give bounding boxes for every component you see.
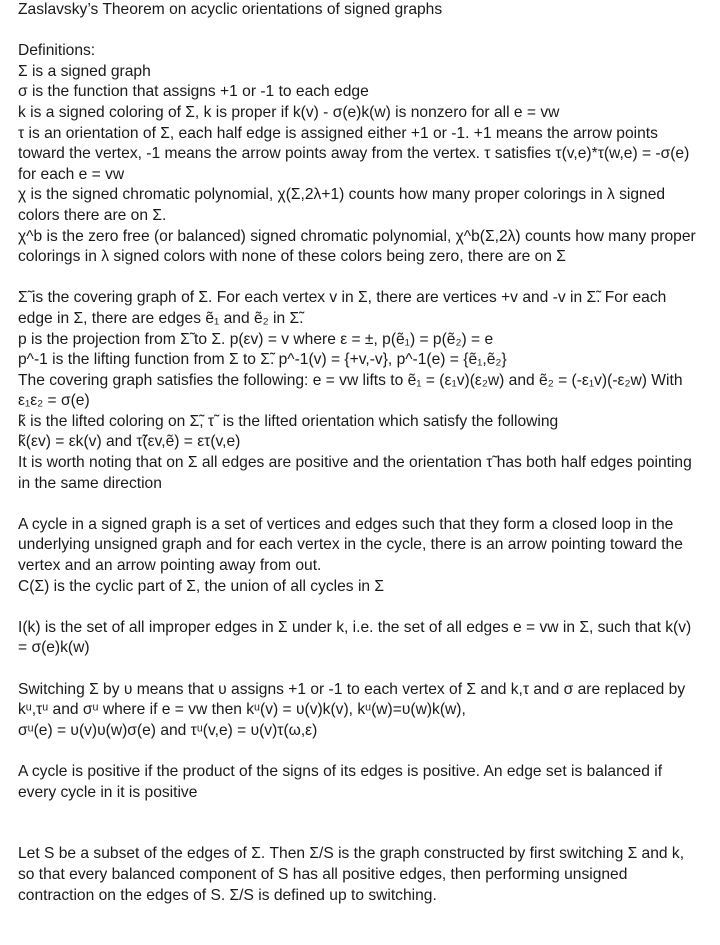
definition-coloring: k is a signed coloring of Σ, k is proper if k(v) - σ(e)k(w) is nonzero for all e = vw — [18, 103, 560, 121]
covering-note: It is worth noting that on Σ all edges are positive and the orientation τ̃ has both half edges pointing in the same direction — [18, 454, 697, 492]
spacer — [18, 494, 702, 515]
spacer — [18, 21, 702, 42]
cycle-definition: A cycle in a signed graph is a set of vertices and edges such that they form a closed loop in the underlying unsigned graph and for each vertex in the cycle, there is an arrow pointing toward the vertex and an arrow pointing away from out. — [18, 515, 688, 575]
switching-definition: Switching Σ by υ means that υ assigns +1 or -1 to each vertex of Σ and k,τ and σ are replaced by kᵘ,τᵘ and σᵘ where if e = vw then kᵘ(v) = υ(v)k(v), kᵘ(w)=υ(w)k(w), — [18, 680, 690, 719]
positive-cycle-definition: A cycle is positive if the product of the signs of its edges is positive. An edge set is balanced if every cycle in it is positive — [18, 762, 667, 801]
spacer — [18, 803, 702, 844]
lifted-formula: k̃(εv) = εk(v) and τ̃(εv,ẽ) = ετ(v,e) — [18, 433, 241, 451]
contraction-definition: Let S be a subset of the edges of Σ. Then Σ/S is the graph constructed by first switching Σ and k, so that every balanced component of S has all positive edges, then performing unsigned contraction on the edges of S. Σ/S is defined up to switching. — [18, 845, 689, 904]
page-title: Zaslavsky’s Theorem on acyclic orientations of signed graphs — [18, 1, 443, 18]
improper-edges-definition: I(k) is the set of all improper edges in Σ under k, i.e. the set of all edges e = vw in Σ, such that k(v) = σ(e)k(w) — [18, 618, 696, 657]
lifting-definition: p^-1 is the lifting function from Σ to Σ̃. p^-1(v) = {+v,-v}, p^-1(e) = {ẽ₁,ẽ₂} — [18, 351, 507, 369]
definition-orientation: τ is an orientation of Σ, each half edge is assigned either +1 or -1. +1 means the arrow points toward the vertex, -1 means the arrow points away from the vertex. τ satisfies τ(v,e)*τ(w,e) = -σ(e) for each e = vw — [18, 124, 694, 183]
cyclic-part-definition: C(Σ) is the cyclic part of Σ, the union of all cycles in Σ — [18, 577, 385, 595]
definition-sigma: σ is the function that assigns +1 or -1 to each edge — [18, 83, 369, 101]
switching-formula: σᵘ(e) = υ(v)υ(w)σ(e) and τᵘ(v,e) = υ(v)τ(ω,ε) — [18, 721, 318, 739]
definition-chromatic-polynomial: χ is the signed chromatic polynomial, χ(Σ,2λ+1) counts how many proper colorings in λ signed colors there are on Σ. — [18, 186, 670, 224]
spacer — [18, 597, 702, 618]
spacer — [18, 741, 702, 762]
spacer — [18, 659, 702, 680]
definition-signed-graph: Σ is a signed graph — [18, 62, 151, 80]
definitions-heading: Definitions: — [18, 42, 96, 60]
definition-balanced-chromatic-polynomial: χ^b is the zero free (or balanced) signed chromatic polynomial, χ^b(Σ,2λ) counts how many proper colorings in λ signed colors with none of these colors being zero, there are on Σ — [18, 227, 701, 266]
covering-property: The covering graph satisfies the following: e = vw lifts to ẽ₁ = (ε₁v)(ε₂w) and ẽ₂ = (-ε₁v)(-ε₂w) With ε₁ε₂ = σ(e) — [18, 371, 687, 410]
projection-definition: p is the projection from Σ̃ to Σ. p(εv) = v where ε = ±, p(ẽ₁) = p(ẽ₂) = e — [18, 330, 494, 348]
spacer — [18, 268, 702, 289]
covering-graph-definition: Σ̃ is the covering graph of Σ. For each vertex v in Σ, there are vertices +v and -v in Σ̃. For each edge in Σ, there are edges ẽ₁ and ẽ₂ in Σ̃. — [18, 289, 671, 327]
lifted-coloring: k̃ is the lifted coloring on Σ̃, τ̃ is the lifted orientation which satisfy the following — [18, 412, 559, 430]
